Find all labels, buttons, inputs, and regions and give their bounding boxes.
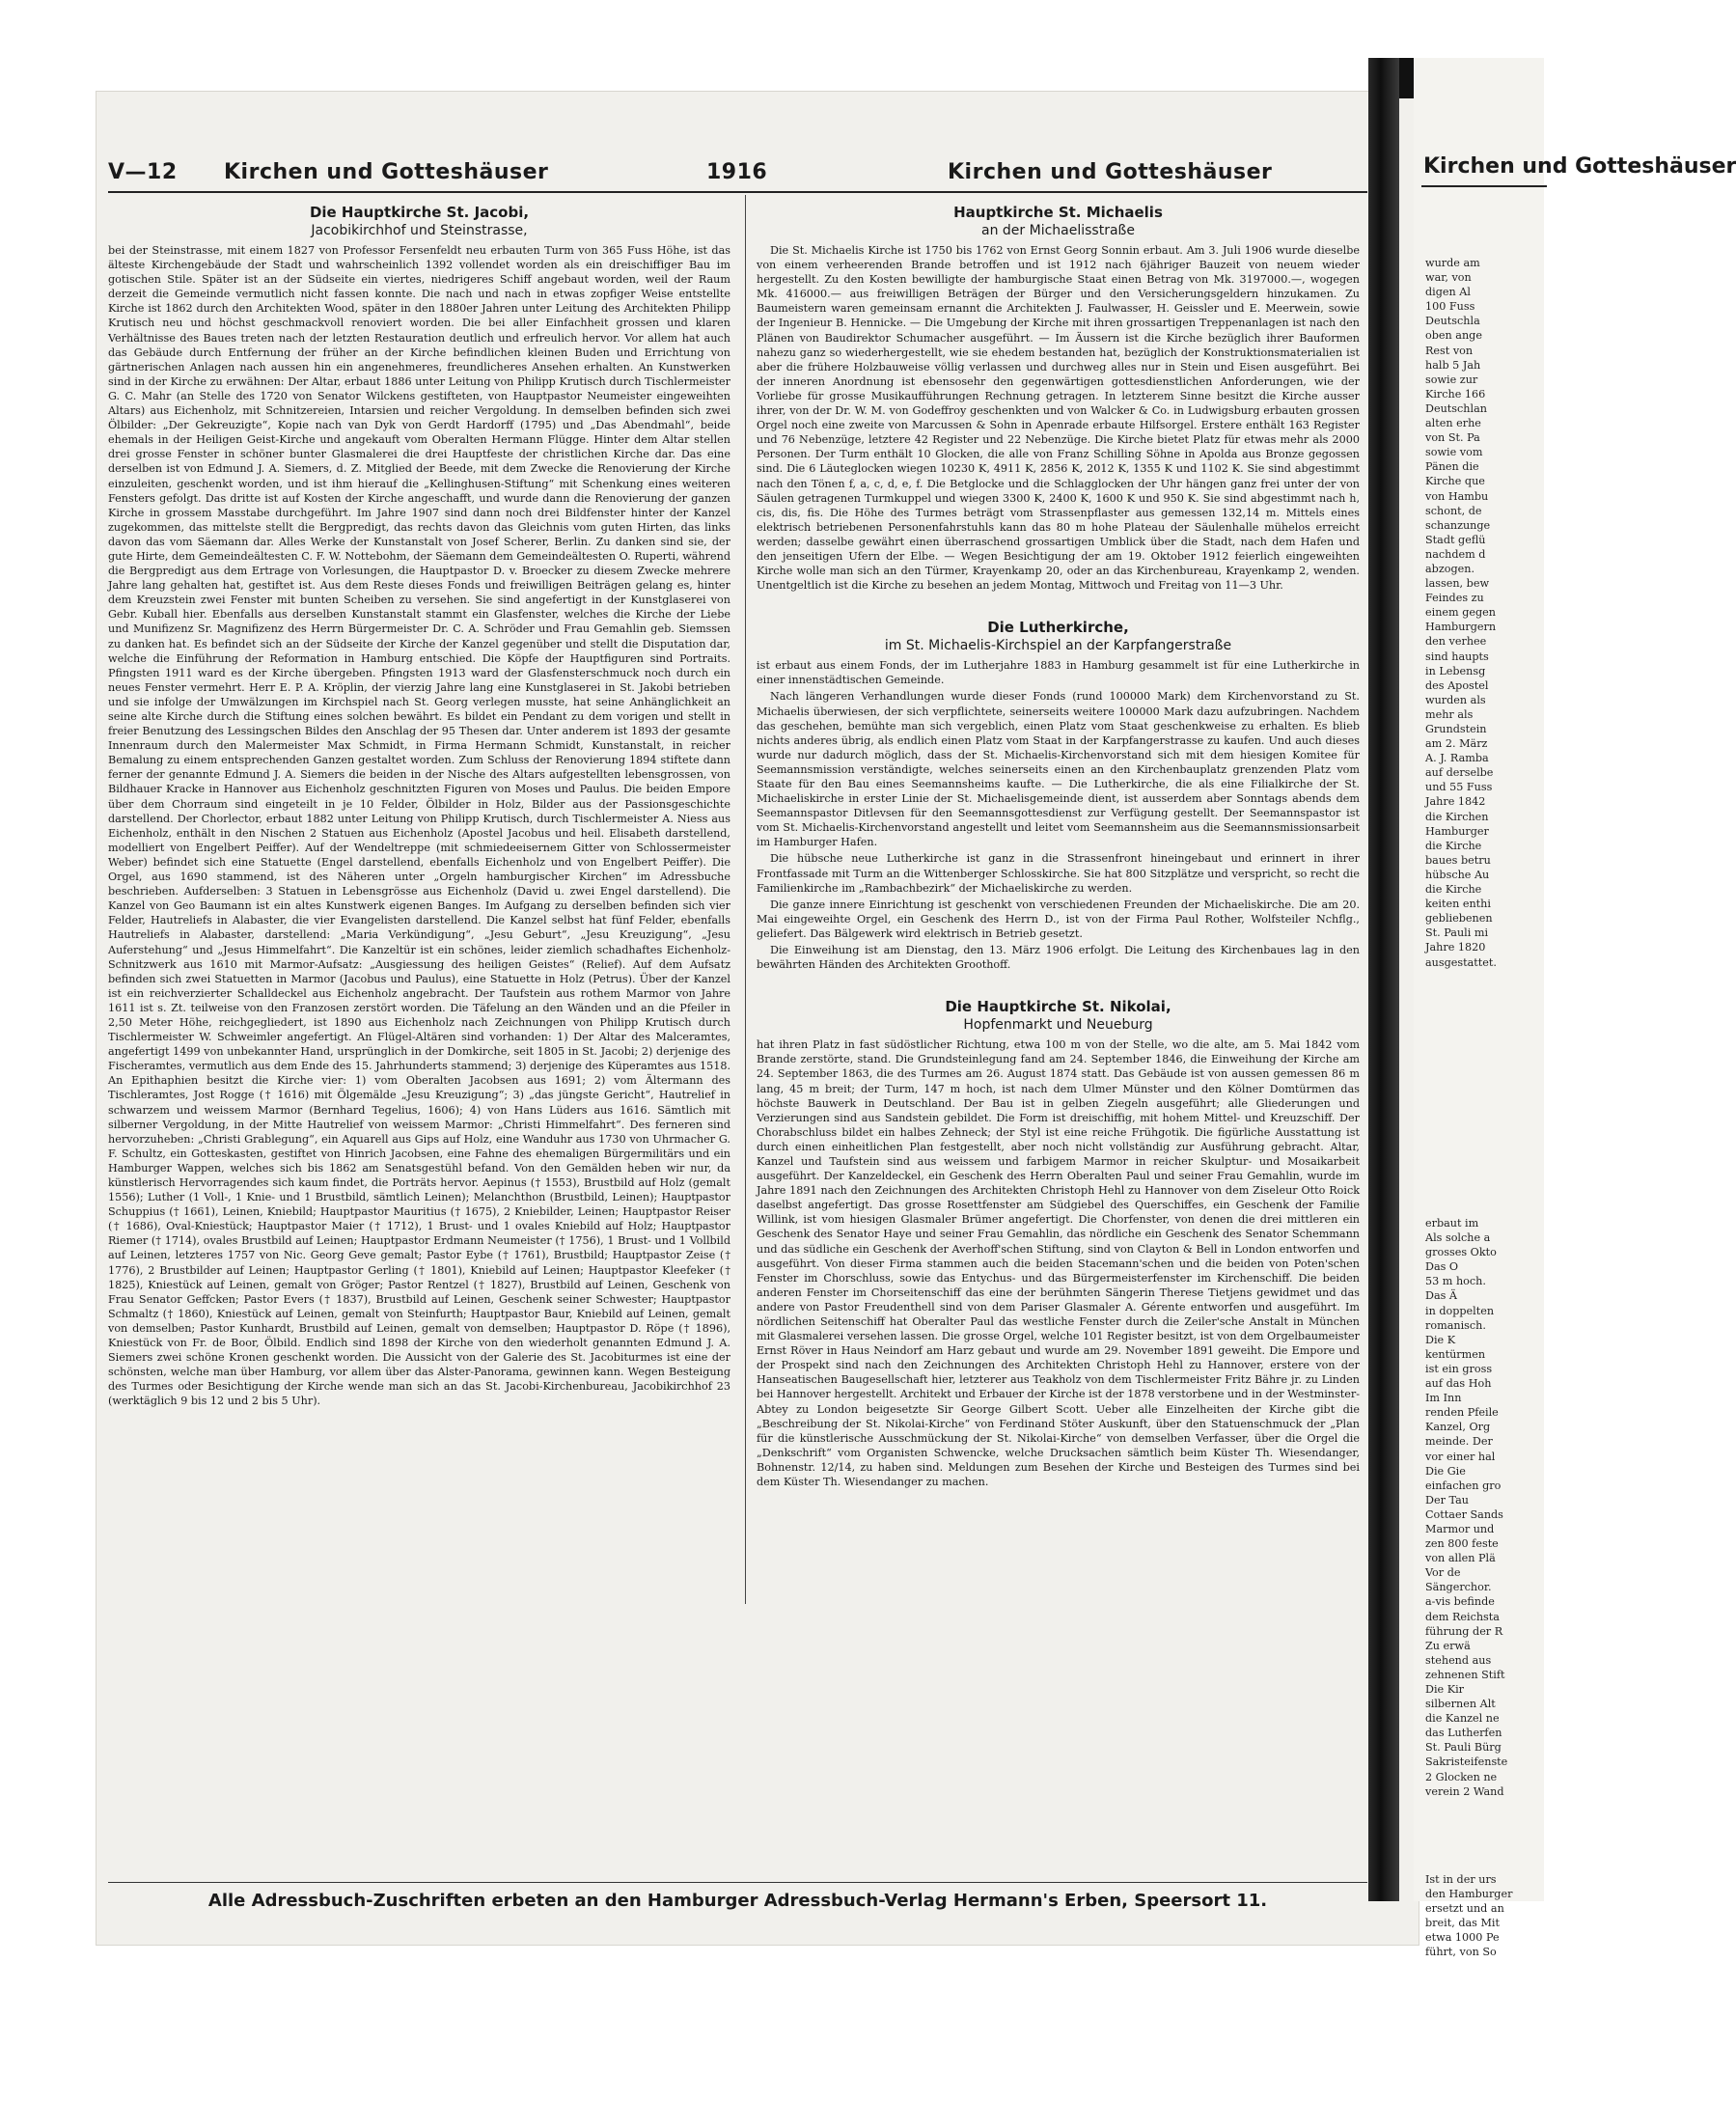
article-subtitle: an der Michaelisstraße (981, 223, 1135, 238)
spacer (757, 593, 1360, 618)
article-subtitle: Hopfenmarkt und Neueburg (963, 1017, 1153, 1034)
adjacent-page-header: Kirchen und Gotteshäuser (1423, 154, 1736, 179)
article-lutherkirche (757, 618, 1360, 972)
header-rule (108, 191, 1367, 193)
book-gutter (1368, 58, 1399, 1901)
article-subtitle: Jacobikirchhof und Steinstrasse, (311, 223, 528, 238)
adjacent-header-rule (1421, 185, 1547, 187)
article-paragraph: bei der Steinstrasse, mit einem 1827 von Professor Fersenfeldt neu erbauten Turm von 365 Fuss Höhe, ist das älteste Kirchengebäude der Stadt und wahrscheinlich 1392 vollendet worden als ein dreischiffiger Bau im gotischen Stile. Später ist an der Südseite ein viertes, niedrigeres Schiff angebaut worden, weil der Raum derzeit die Gemeinde vermutlich nicht fassen konnte. Die nach und nach in etwas zopfiger Weise entstellte Kirche ist 1862 durch den Architekten Wood, später in den 1880er Jahren unter Leitung des Architekten Philipp Krutisch neu und höchst geschmackvoll renoviert worden. Die bei aller Einfachheit grossen und klaren Verhältnisse des Baues treten nach der letzten Restauration deutlich und erfreulich hervor. Vor allem hat auch das Gebäude durch Entfernung der früher an der Kirche befindlichen kleinen Buden und Errichtung von gärtnerischen Anlagen nach aussen hin ein angenehmeres, freundlicheres Ansehen erhalten. An Kunstwerken sind in der Kirche zu erwähnen: Der Altar, erbaut 1886 unter Leitung von Philipp Krutisch durch Tischlermeister G. C. Mahr (an Stelle des 1720 von Senator Wilckens gestifteten, von Hauptpastor Neumeister eingeweihten Altars) aus Eichenholz, mit Schnitzereien, Intarsien und reicher Vergoldung. In demselben befinden sich zwei Ölbilder: „Der Gekreuzigte“, Kopie nach van Dyk von Gerdt Hardorff (1795) und „Das Abendmahl“, beide ehemals in der Heiligen Geist-Kirche und angekauft vom Oberalten Hermann Flügge. Hinter dem Altar stellen drei grosse Fenster in schöner bunter Glasmalerei die drei Hauptfeste der christlichen Kirche dar. Das eine derselben ist von Edmund J. A. Siemers, d. Z. Mitglied der Beede, mit dem Zwecke die Renovierung der Kirche einzuleiten, geschenkt worden, und ist ihm hierauf die „Kellinghusen-Stiftung“ mit Schenkung eines weiteren Fensters gefolgt. Das dritte ist auf Kosten der Kirche angeschafft, und wurde dann die Renovierung der ganzen Kirche in grossem Masstabe durchgeführt. Im Jahre 1907 sind dann noch drei Bildfenster hinter der Kanzel zugekommen, das mittelste stellt die Bergpredigt, das rechts davon das Gleichnis vom guten Hirten, das links davon das vom Säemann dar. Alles Werke der Kunstanstalt von Josef Scherer, Berlin. Zu danken sind sie, der gute Hirte, dem Gemeindeältesten C. F. W. Nottebohm, der Säemann dem Gemeindeältesten O. Ruperti, während die Bergpredigt aus dem Ertrage von Vorlesungen, die Hauptpastor D. v. Broecker zu diesem Zwecke mehrere Jahre lang gehalten hat, gestiftet ist. Aus dem Reste dieses Fonds und freiwilligen Beiträgen gelang es, hinter dem Kreuzstein zwei Fenster mit bunten Scheiben zu versehen. Sie sind angefertigt in der Kunstglaserei von Gebr. Kuball hier. Ebenfalls aus derselben Kunstanstalt stammt ein Glasfenster, welches die Kirche der Liebe und Munifizenz Sr. Magnifizenz des Herrn Bürgermeister Dr. C. A. Schröder und Frau Gemahlin geb. Siemssen zu danken hat. Es befindet sich an der Südseite der Kirche der Kanzel gegenüber und stellt die Disputation dar, welche die Einführung der Reformation in Hamburg entschied. Die Köpfe der Hauptfiguren sind Portraits. Pfingsten 1911 ward es der Kirche übergeben. Pfingsten 1913 ward der Glasfensterschmuck noch durch ein neues Fenster vermehrt. Herr E. P. A. Kröplin, der vierzig Jahre lang eine Kunstglaserei in St. Jakobi betrieben und sie infolge der Umwälzungen im Kirchspiel nach St. Georg verlegen musste, hat seine Anhänglichkeit an seine alte Kirche durch die Stiftung eines solchen bewährt. Es bildet ein Pendant zu dem vorigen und stellt in freier Benutzung des Lessingschen Bildes den Anschlag der 95 Thesen dar. Unter anderem ist 1893 der gesamte Innenraum durch den Malermeister Max Schmidt, in Firma Hermann Schmidt, Kunstanstalt, in reicher Bemalung zu einem entsprechenden Ganzen gestaltet worden. Zum Schluss der Renovierung 1894 stiftete dann ferner der genannte Edmund J. A. Siemers die beiden in der Nische des Altars aufgestellten lebensgrossen, von Bildhauer Kracke in Hannover aus Eichenholz geschnitzten Figuren von Moses und Paulus. Die beiden Empore über dem Chorraum sind eingeteilt in je 10 Felder, Ölbilder in Holz, Bilder aus der Passionsgeschichte darstellend. Der Chorlector, erbaut 1882 unter Leitung von Philipp Krutisch, durch Tischlermeister A. Niess aus Eichenholz, enthält in den Nischen 2 Statuen aus Eichenholz (Apostel Jacobus und heil. Elisabeth darstellend, modelliert von Engelbert Peiffer). Auf der Wendeltreppe (mit schmiedeeisernem Gitter von Schlossermeister Weber) befindet sich eine Statuette (Engel darstellend, ebenfalls Eichenholz und von Engelbert Peiffer). Die Orgel, aus 1690 stammend, ist des Näheren unter „Orgeln hamburgischer Kirchen“ im Adressbuche beschrieben. Aufderselben: 3 Statuen in Lebensgrösse aus Eichenholz (David u. zwei Engel darstellend). Die Kanzel von Geo Baumann ist ein altes Kunstwerk eigenen Banges. Im Aufgang zu derselben befinden sich vier Felder, Hautreliefs in Alabaster, die vier Evangelisten darstellend. Die Kanzel selbst hat fünf Felder, ebenfalls Hautreliefs in Alabaster, darstellend: „Maria Verkündigung“, „Jesu Geburt“, „Jesu Kreuzigung“, „Jesu Auferstehung“ und „Jesus Himmelfahrt“. Die Kanzeltür ist ein schönes, leider ziemlich schadhaftes Eichenholz-Schnitzwerk aus 1610 mit Marmor-Aufsatz: „Ausgiessung des heiligen Geistes“ (Relief). Auf dem Aufsatz befinden sich zwei Statuetten in Marmor (Jacobus und Paulus), eine Statuette in Holz (Petrus). Über der Kanzel ist ein reichverzierter Schalldeckel aus Eichenholz angebracht. Der Taufstein aus rothem Marmor von Jahre 1611 ist s. Zt. teilweise von den Franzosen zerstört worden. Die Täfelung an den Wänden und an die Pfeiler in 2,50 Meter Höhe, reichgegliedert, ist 1890 aus Eichenholz nach Zeichnungen von Philipp Krutisch durch Tischlermeister W. Schweimler angefertigt. An Flügel-Altären sind vorhanden: 1) Der Altar des Malceramtes, angefertigt 1499 von unbekannter Hand, ursprünglich in der Domkirche, seit 1805 in St. Jacobi; 2) derjenige des Fischeramtes, vermutlich aus dem Ende des 15. Jahrhunderts stammend; 3) derjenige des Küperamtes aus 1518. An Epithaphien besitzt die Kirche vier: 1) vom Oberalten Jacobsen aus 1691; 2) vom Ältermann des Tischleramtes, Jost Rogge († 1616) mit Ölgemälde „Jesu Kreuzigung“; 3) „das jüngste Gericht“, Hautrelief in schwarzem und weissem Marmor (Bernhard Tegelius, 1606); 4) von Hans Lüders aus 1616. Sämtlich mit silberner Vergoldung, in der Mitte Hautrelief von weissem Marmor: „Christi Himmelfahrt“. Des ferneren sind hervorzuheben: „Christi Grablegung“, ein Aquarell aus Gips auf Holz, eine Wanduhr aus 1730 von Uhrmacher G. F. Schultz, ein Gotteskasten, gestiftet von Hinrich Jacobsen, eine Fahne des ehemaligen Bürgermilitärs und ein Hamburger Wappen, welches sich bis 1862 am Senatsgestühl befand. Von den Gemälden heben wir nur, da künstlerisch Hervorragendes sich kaum findet, die Porträts hervor. Aepinus († 1553), Brustbild auf Holz (gemalt 1556); Luther (1 Voll-, 1 Knie- und 1 Brustbild, sämtlich Leinen); Melanchthon (Brustbild, Leinen); Hauptpastor Schuppius († 1661), Leinen, Kniebild; Hauptpastor Mauritius († 1675), 2 Kniebilder, Leinen; Hauptpastor Reiser († 1686), Oval-Kniestück; Hauptpastor Maier († 1712), 1 Brust- und 1 ovales Kniebild auf Holz; Hauptpastor Riemer († 1714), ovales Brustbild auf Leinen; Hauptpastor Erdmann Neumeister († 1756), 1 Brust- und 1 Vollbild auf Leinen, letzteres 1757 von Nic. Georg Geve gemalt; Pastor Eybe († 1761), Brustbild; Hauptpastor Zeise († 1776), 2 Brustbilder auf Leinen; Hauptpastor Gerling († 1801), Kniebild auf Leinen; Hauptpastor Kleefeker († 1825), Kniestück auf Leinen, gemalt von Gröger; Pastor Rentzel († 1827), Brustbild auf Leinen, Geschenk von Frau Senator Geffcken; Pastor Evers († 1837), Brustbild auf Leinen, Geschenk seiner Schwester; Hauptpastor Schmaltz († 1860), Kniestück auf Leinen, gemalt von Steinfurth; Hauptpastor Baur, Kniebild auf Leinen, gemalt von demselben; Pastor Kunhardt, Brustbild auf Leinen, gemalt von demselben; Hauptpastor D. Röpe († 1896), Kniestück von Fr. de Boor, Ölbild. Endlich sind 1898 der Kirche von den wiederholt genannten Edmund J. A. Siemers zwei schöne Kronen geschenkt worden. Die Aussicht von der Galerie des St. Jacobiturmes ist eine der schönsten, welche man über Hamburg, vor allem über das Alster-Panorama, gewinnen kann. Wegen Besteigung des Turmes oder Besichtigung der Kirche wende man sich an das St. Jacobi-Kirchenbureau, Jacobikirchhof 23 (werktäglich 9 bis 12 und 2 bis 5 Uhr). (108, 244, 730, 1408)
article-st-michaelis (757, 203, 1360, 593)
adjacent-page-fragment (1414, 58, 1736, 1959)
adjacent-text-fragment: wurde am war, von digen Al 100 Fuss Deutschla oben ange Rest von halb 5 Jah sowie zur Kirche 166 Deutschlan alten erhe von St. Pa sowie vom Pänen die Kirche que von Hambu schont, de schanzunge Stadt geflü nachdem d abzogen. lassen, bew Feindes zu einem gegen Hamburgern den verhee sind haupts in Lebensg des Apostel wurden als mehr als Grundstein am 2. März A. J. Ramba auf derselbe und 55 Fuss Jahre 1842 die Kirchen Hamburger die Kirche baues betru hübsche Au die Kirche keiten enthi gebliebenen St. Pauli mi Jahre 1820 ausgestattet. (1425, 257, 1497, 969)
article-paragraph: hat ihren Platz in fast südöstlicher Richtung, etwa 100 m von der Stelle, wo die alte, am 5. Mai 1842 vom Brande zerstörte, stand. Die Grundsteinlegung fand am 24. September 1846, die Einweihung der Kirche am 24. September 1863, die des Turmes am 26. August 1874 statt. Das Gebäude ist von aussen gemessen 86 m lang, 45 m breit; der Turm, 147 m hoch, ist nach dem Ulmer Münster und den Kölner Domtürmen das höchste Bauwerk in Deutschland. Der Bau ist in gelben Ziegeln ausgeführt; alle Gliederungen und Verzierungen sind aus Sandstein gebildet. Die Form ist dreischiffig, mit hohem Mittel- und Kreuzschiff. Der Chorabschluss bildet ein halbes Zehneck; der Styl ist eine reiche Frühgotik. Die figürliche Ausstattung ist durch einen einheitlichen Plan festgestellt, aber noch nicht vollständig zur Ausführung gebracht. Altar, Kanzel und Taufstein sind aus weissem und farbigem Marmor in reicher Skulptur- und Mosaikarbeit ausgeführt. Der Kanzeldeckel, ein Geschenk des Herrn Oberalten Paul und seiner Frau Gemahlin, wurde im Jahre 1891 nach den Zeichnungen des Architekten Christoph Hehl zu Hannover von dem Ziseleur Otto Roick daselbst angefertigt. Das grosse Rosettfenster am Südgiebel des Querschiffes, ein Geschenk der Familie Willink, ist vom hiesigen Glasmaler Brümer angefertigt. Die Chorfenster, von denen die drei mittleren ein Geschenk des Senator Haye und seiner Frau Gemahlin, das nördliche ein Geschenk des Senator Schemmann und das südliche ein Geschenk der Averhoff'schen Stiftung, sind von Clayton & Bell in London entworfen und ausgeführt. Von dieser Firma stammen auch die beiden Stacemann'schen und die beiden von Poten'schen Fenster im Chorschluss, sowie das Entychus- und das Bürgermeisterfenster im Kirchenschiff. Die beiden anderen Fenster im Chorseitenschiff das eine der berühmten Sängerin Therese Tietjens gewidmet und das andere von Pastor Freudenthell sind von dem Pariser Glasmaler A. Gérente entworfen und ausgeführt. Im nördlichen Seitenschiff hat Oberalter Paul das westliche Fenster durch die Zeiler'sche Anstalt in München mit Glasmalerei versehen lassen. Die grosse Orgel, welche 101 Register besitzt, ist von dem Orgelbaumeister Ernst Röver in Haus Neindorf am Harz gebaut und wurde am 29. November 1891 geweiht. Die Empore und der Prospekt sind nach den Zeichnungen des Architekten Christoph Hehl zu Hannover, erstere von der Hanseatischen Baugesellschaft hier, letzterer aus Teakholz von dem Tischlermeister Fritz Bähre jr. zu Linden bei Hannover hergestellt. Architekt und Erbauer der Kirche ist der 1878 verstorbene und in der Westminster-Abtey zu London beigesetzte Sir George Gilbert Scott. Ueber alle Einzelheiten der Kirche gibt die „Beschreibung der St. Nikolai-Kirche“ von Ferdinand Stöter Auskunft, über den Statuenschmuck der „Plan für die künstlerische Ausschmückung der St. Nikolai-Kirche“ von demselben Verfasser, über die Orgel die „Denkschrift“ vom Organisten Schwencke, welche Drucksachen sämtlich beim Küster Th. Wiesendanger, Bohnenstr. 12/14, zu haben sind. Meldungen zum Besehen der Kirche und Besteigen des Turmes sind bei dem Küster Th. Wiesendanger zu machen. (757, 1038, 1360, 1489)
article-st-nikolai (757, 997, 1360, 1489)
article-title: Die Hauptkirche St. Jacobi, (309, 204, 530, 221)
page-number: V—12 (108, 160, 178, 184)
left-column (108, 203, 730, 1409)
spacer (757, 972, 1360, 997)
page-footer: Alle Adressbuch-Zuschriften erbeten an den Hamburger Adressbuch-Verlag Hermann's Erben, Speersort 11. (108, 1882, 1367, 1921)
article-title: Die Hauptkirche St. Nikolai, (945, 998, 1171, 1016)
article-paragraph: Nach längeren Verhandlungen wurde dieser Fonds (rund 100000 Mark) dem Kirchenvorstand zu St. Michaelis überwiesen, der sich verpflichtete, seinerseits weitere 100000 Mark dazu aufzubringen. Nachdem das geschehen, bemühte man sich vergeblich, einen Platz vom Staat geschenkweise zu erhalten. Es blieb nichts anderes übrig, als endlich einen Platz vom Staat in der Karpfangerstrasse zu kaufen. Und auch dieses wurde nur dadurch möglich, dass der St. Michaelis-Kirchenvorstand sich mit dem hiesigen Komitee für Seemannsmission verständigte, welches seinerseits einen an den Kirchenbauplatz grenzenden Platz vom Staate für den Bau eines Seemannsheims kaufte. — Die Lutherkirche, die als eine Filialkirche der St. Michaeliskirche in erster Linie der St. Michaelisgemeinde dient, ist ausserdem aber Sonntags abends dem Seemannspastor Ditlevsen für den Seemannsgottesdienst zur Verfügung gestellt. Der Seemannspastor ist vom St. Michaelis-Kirchenvorstand angestellt und leitet vom Seemannsheim aus die Seemannsmissionsarbeit im Hamburger Hafen. (757, 690, 1360, 849)
header-year: 1916 (706, 160, 768, 184)
article-paragraph: Die Einweihung ist am Dienstag, den 13. März 1906 erfolgt. Die Leitung des Kirchenbaues lag in den bewährten Händen des Architekten Groothoff. (757, 944, 1360, 972)
article-paragraph: Die ganze innere Einrichtung ist geschenkt von verschiedenen Freunden der Michaeliskirche. Die am 20. Mai eingeweihte Orgel, ein Geschenk des Herrn D., ist von der Firma Paul Rother, Wolfsteiler Nchflg., geliefert. Das Bälgewerk wird elektrisch in Betrieb gesetzt. (757, 898, 1360, 940)
header-title-right: Kirchen und Gotteshäuser (948, 160, 1273, 184)
book-page (108, 154, 1367, 1940)
article-paragraph: Die St. Michaelis Kirche ist 1750 bis 1762 von Ernst Georg Sonnin erbaut. Am 3. Juli 1906 wurde dieselbe von einem verheerenden Brande betroffen und ist 1912 nach 6jähriger Bauzeit von neuem wieder hergestellt. Zu den Kosten bewilligte der hamburgische Staat einen Betrag von Mk. 3197000.—, wogegen Mk. 416000.— aus freiwilligen Beträgen der Bürger und den Versicherungsgeldern hinzukamen. Zu Baumeistern waren gemeinsam ernannt die Architekten J. Faulwasser, H. Geissler und E. Meerwein, sowie der Ingenieur B. Hennicke. — Die Umgebung der Kirche mit ihren grossartigen Treppenanlagen ist nach den Plänen von Baudirektor Schumacher ausgeführt. — Im Äussern ist die Kirche bezüglich ihrer Bauformen nahezu ganz so wiederhergestellt, wie sie ehedem bestanden hat, bezüglich der Konstruktionsmaterialien ist aber die frühere Holzbauweise völlig verlassen und durchweg alles nur in Stein und Eisen ausgeführt. Bei der inneren Anordnung ist ebensosehr den gegenwärtigen gottesdienstlichen Anforderungen, wie der Vorliebe für grosse Musikaufführungen Rechnung getragen. In letzterem Sinne besitzt die Kirche ausser ihrer, von der Dr. W. M. von Godeffroy geschenkten und von Walcker & Co. in Ludwigsburg erbauten grossen Orgel noch eine zweite von Marcussen & Sohn in Apenrade erbaute Hilfsorgel. Erstere enthält 163 Register und 76 Nebenzüge, letztere 42 Register und 22 Nebenzüge. Die Kirche bietet Platz für etwas mehr als 2000 Personen. Der Turm enthält 10 Glocken, die alle von Franz Schilling Söhne in Apolda aus Bronze gegossen sind. Die 6 Läuteglocken wiegen 10230 K, 4911 K, 2856 K, 2012 K, 1355 K und 1102 K. Sie sind abgestimmt nach den Tönen f, a, c, d, e, f. Die Betglocke und die Schlagglocken der Uhr hängen ganz frei unter der von Säulen getragenen Turmkuppel und wiegen 3300 K, 2400 K, 1600 K und 950 K. Sie sind abgestimmt nach h, cis, dis, fis. Die Höhe des Turmes beträgt vom Strassenpflaster aus gemessen 132,14 m. Mittels eines elektrisch betriebenen Personenfahrstuhls kann das 80 m hohe Plateau der Säulenhalle mühelos erreicht werden; dasselbe gewährt einen überraschend grossartigen Umblick über die Stadt, nach dem Hafen und den jenseitigen Ufern der Elbe. — Wegen Besichtigung der am 19. Oktober 1912 feierlich eingeweihten Kirche wolle man sich an den Türmer, Krayenkamp 20, oder an das Kirchenbureau, Krayenkamp 2, wenden. Unentgeltlich ist die Kirche zu besehen an jedem Montag, Mittwoch und Freitag von 11—3 Uhr. (757, 244, 1360, 593)
article-subtitle: im St. Michaelis-Kirchspiel an der Karpfangerstraße (884, 638, 1232, 654)
header-title-left: Kirchen und Gotteshäuser (224, 160, 549, 184)
article-paragraph: ist erbaut aus einem Fonds, der im Lutherjahre 1883 in Hamburg gesammelt ist für eine Lutherkirche in einer innenstädtischen Gemeinde. (757, 659, 1360, 687)
article-paragraph: Die hübsche neue Lutherkirche ist ganz in die Strassenfront hineingebaut und erinnert in ihrer Frontfassade mit Turm an die Wittenberger Schlosskirche. Sie hat 800 Sitzplätze und verspricht, so recht die Familienkirche im „Rambachbezirk“ der Michaeliskirche zu werden. (757, 852, 1360, 895)
article-st-jacobi (108, 203, 730, 1409)
right-column (757, 203, 1360, 1489)
adjacent-text-fragment: Ist in der urs den Hamburger ersetzt und an breit, das Mit etwa 1000 Pe führt, von So (1425, 1873, 1513, 1959)
adjacent-text-fragment: erbaut im Als solche a grosses Okto Das O 53 m hoch. Das Ä in doppelten romanisch. Die K kentürmen ist ein gross auf das Hoh Im Inn renden Pfeile Kanzel, Org meinde. Der vor einer hal Die Gie einfachen gro Der Tau Cottaer Sands Marmor und zen 800 feste von allen Plä Vor de Sängerchor. a-vis befinde dem Reichsta führung der R Zu erwä stehend aus zehnenen Stift Die Kir silbernen Alt die Kanzel ne das Lutherfen St. Pauli Bürg Sakristeifenste 2 Glocken ne verein 2 Wand (1425, 1217, 1508, 1798)
column-divider (745, 195, 746, 1604)
article-title: Hauptkirche St. Michaelis (953, 204, 1163, 221)
article-title: Die Lutherkirche, (987, 619, 1129, 637)
running-header (108, 154, 1367, 193)
